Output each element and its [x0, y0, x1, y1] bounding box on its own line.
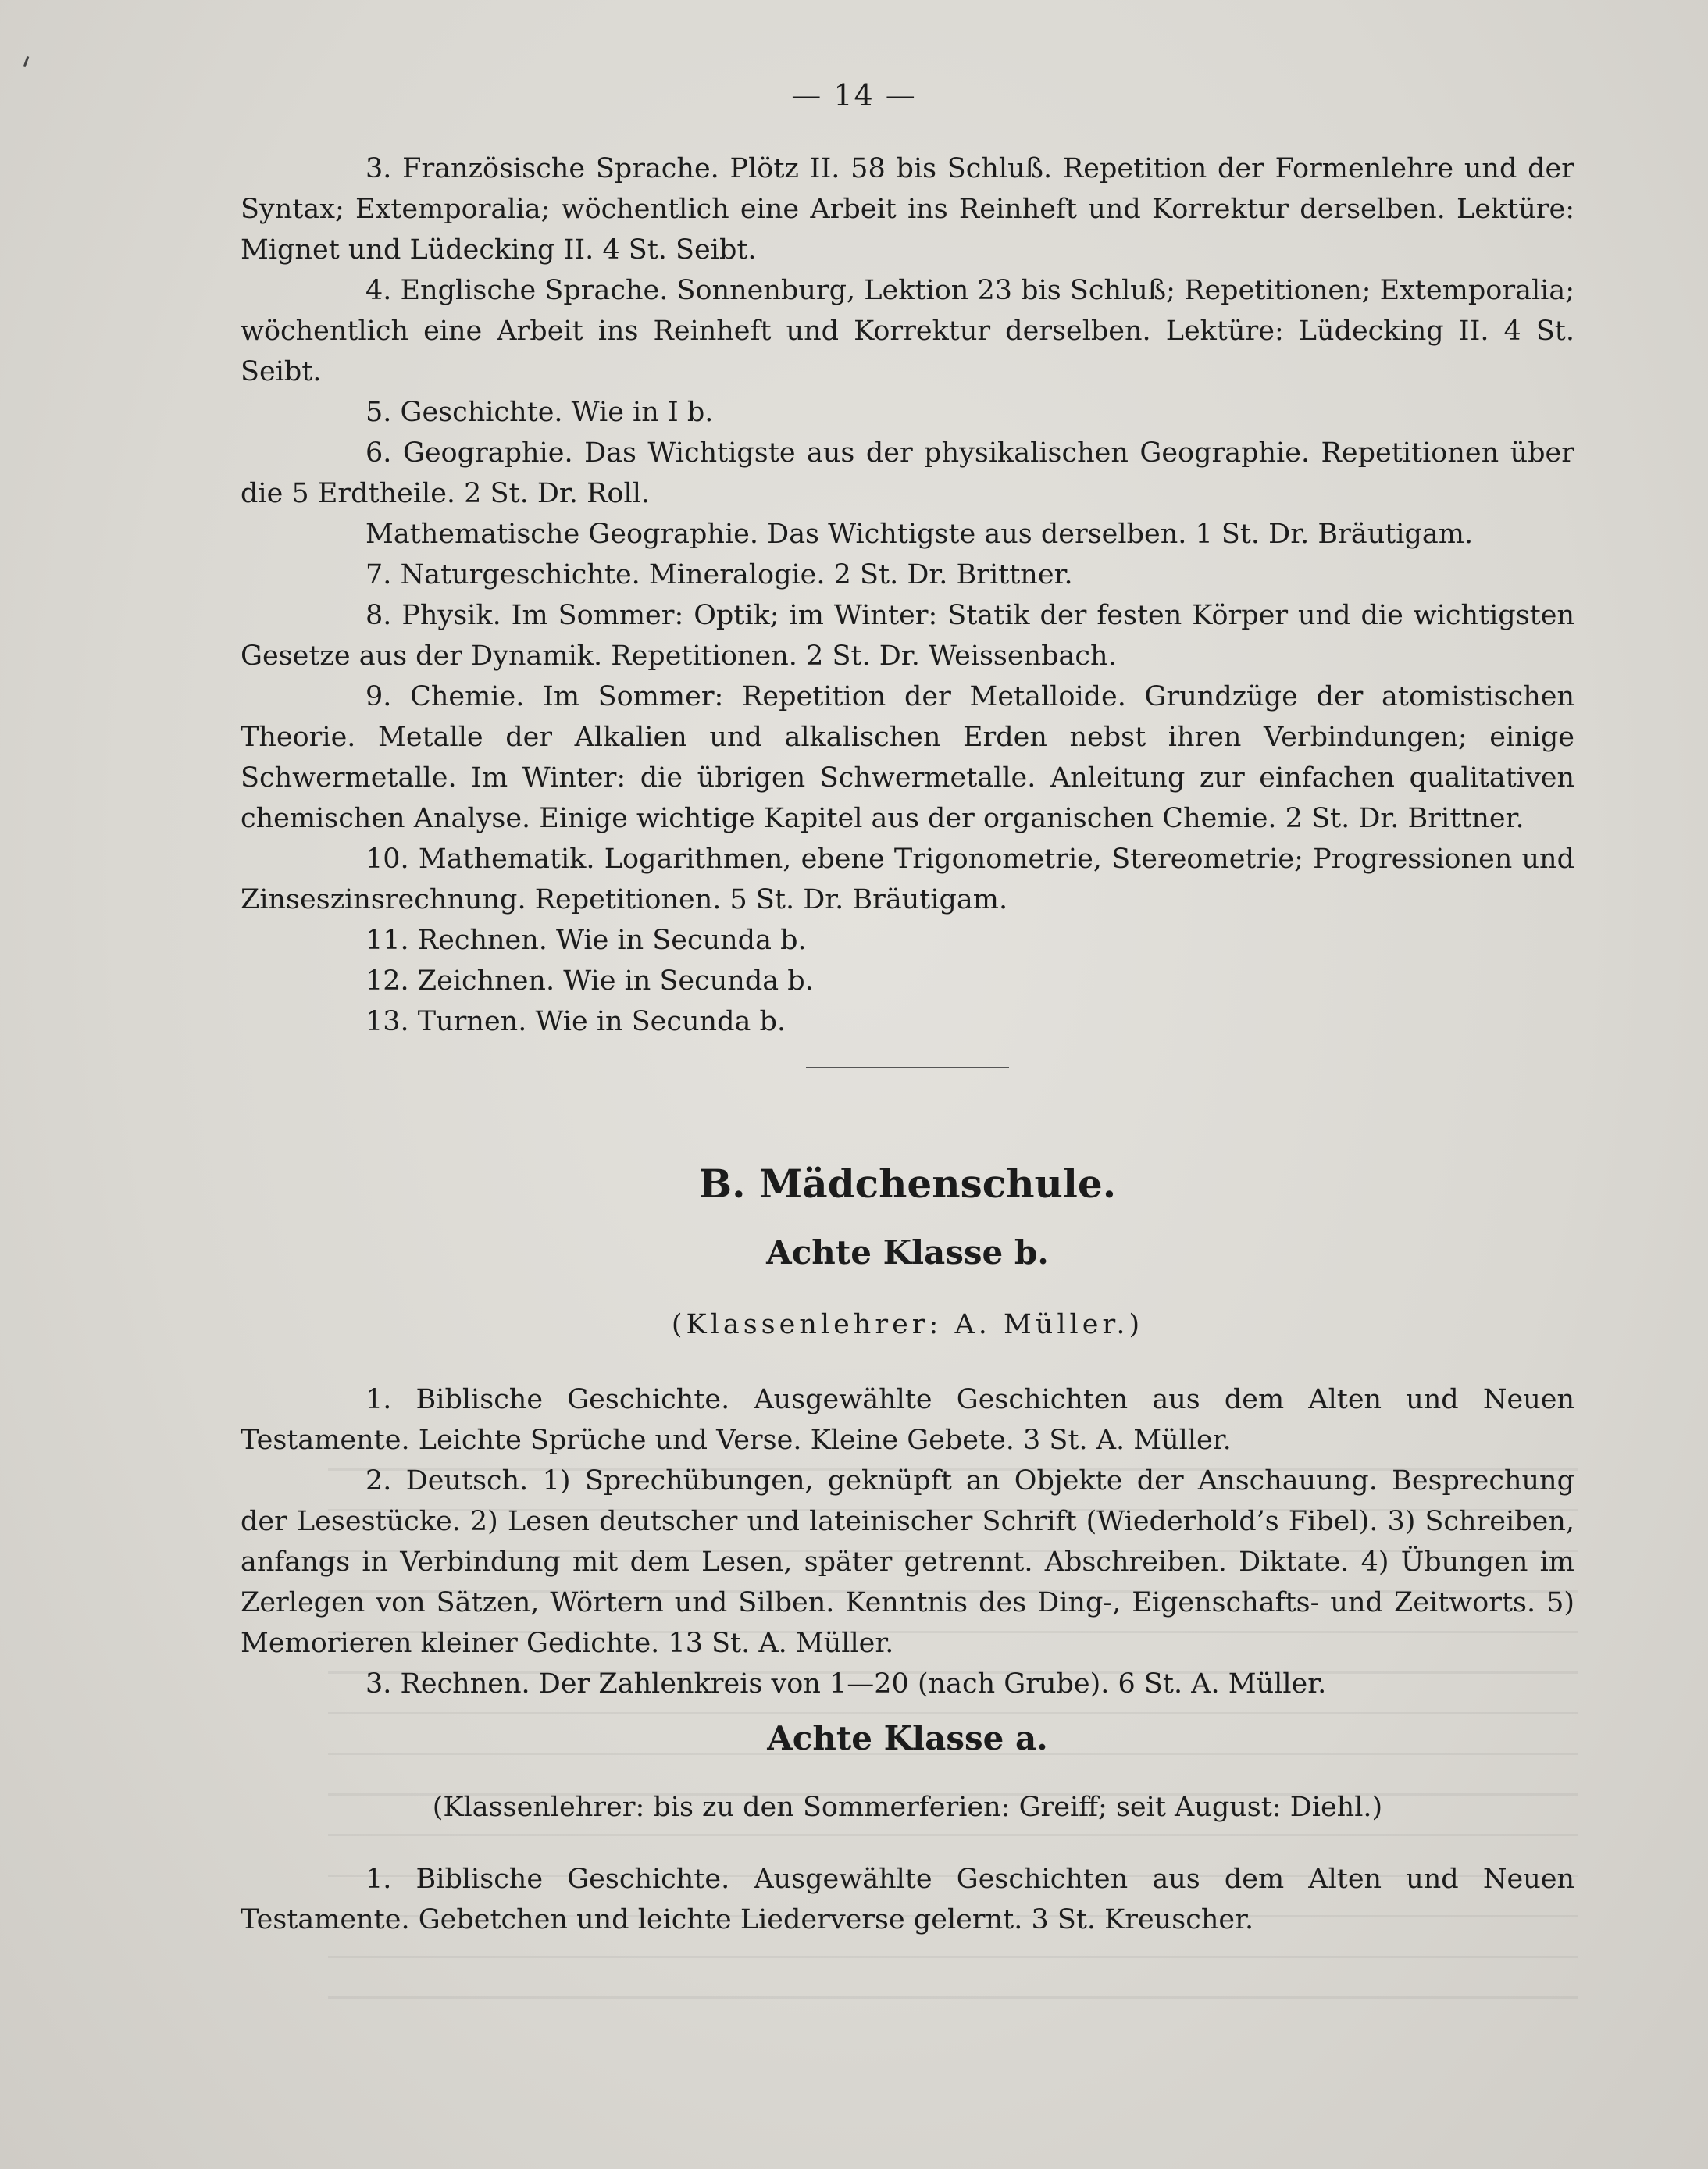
paragraph-drawing: 12. Zeichnen. Wie in Secunda b.	[365, 965, 814, 997]
paragraph-physics: 8. Physik. Im Sommer: Optik; im Winter: Statik der festen Körper und die wichtigsten Gesetze aus der Dynamik. Repetitionen. 2 St. Dr. Weissenbach.	[241, 600, 1574, 672]
section-divider	[806, 1067, 1009, 1068]
paragraph-arithmetic: 11. Rechnen. Wie in Secunda b.	[365, 925, 807, 956]
class-title-b: Achte Klasse b.	[766, 1233, 1049, 1272]
paragraph-french: 3. Französische Sprache. Plötz II. 58 bis Schluß. Repetition der Formenlehre und der Syntax; Extemporalia; wöchentlich eine Arbeit ins Reinheft und Korrektur derselben. Lektüre: Mignet und Lüdecking II. 4 St. Seibt.	[241, 153, 1574, 266]
paragraph-geography: 6. Geographie. Das Wichtigste aus der physikalischen Geographie. Repetitionen über die 5 Erdtheile. 2 St. Dr. Roll.	[241, 437, 1574, 509]
paragraph-arithmetic-b: 3. Rechnen. Der Zahlenkreis von 1—20 (nach Grube). 6 St. A. Müller.	[365, 1668, 1327, 1700]
paragraph-english: 4. Englische Sprache. Sonnenburg, Lektion 23 bis Schluß; Repetitionen; Extemporalia; wöchentlich eine Arbeit ins Reinheft und Korrektur derselben. Lektüre: Lüdecking II. 4 St. Seibt.	[241, 275, 1574, 387]
paragraph-gymnastics: 13. Turnen. Wie in Secunda b.	[365, 1006, 786, 1037]
page-number: — 14 —	[791, 78, 917, 112]
paragraph-biblical-history-a: 1. Biblische Geschichte. Ausgewählte Geschichten aus dem Alten und Neuen Testamente. Gebetchen und leichte Liederverse gelernt. 3 St. Kreuscher.	[241, 1864, 1574, 1935]
class-teacher-b: (Klassenlehrer: A. Müller.)	[671, 1309, 1144, 1340]
paragraph-chemistry: 9. Chemie. Im Sommer: Repetition der Metalloide. Grundzüge der atomistischen Theorie. Metalle der Alkalien und alkalischen Erden nebst ihren Verbindungen; einige Schwermetalle. Im Winter: die übrigen Schwermetalle. Anleitung zur einfachen qualitativen chemischen Analyse. Einige wichtige Kapitel aus der organischen Chemie. 2 St. Dr. Brittner.	[241, 681, 1574, 834]
class-title-a: Achte Klasse a.	[767, 1719, 1048, 1757]
paragraph-natural-history: 7. Naturgeschichte. Mineralogie. 2 St. Dr. Brittner.	[365, 559, 1073, 590]
paragraph-history: 5. Geschichte. Wie in I b.	[365, 397, 714, 428]
section-title: B. Mädchenschule.	[698, 1161, 1117, 1207]
paragraph-biblical-history-b: 1. Biblische Geschichte. Ausgewählte Geschichten aus dem Alten und Neuen Testamente. Leichte Sprüche und Verse. Kleine Gebete. 3 St. A. Müller.	[241, 1384, 1574, 1456]
document-body	[241, 148, 1574, 1940]
paragraph-german-b: 2. Deutsch. 1) Sprechübungen, geknüpft an Objekte der Anschauung. Besprechung der Lesestücke. 2) Lesen deutscher und lateinischer Schrift (Wiederhold’s Fibel). 3) Schreiben, anfangs in Verbindung mit dem Lesen, später getrennt. Abschreiben. Diktate. 4) Übungen im Zerlegen von Sätzen, Wörtern und Silben. Kenntnis des Ding-, Eigenschafts- und Zeitworts. 5) Memorieren kleiner Gedichte. 13 St. A. Müller.	[241, 1465, 1574, 1659]
paragraph-math-geography: Mathematische Geographie. Das Wichtigste aus derselben. 1 St. Dr. Bräutigam.	[365, 519, 1474, 550]
scan-speck	[23, 56, 30, 67]
class-teacher-a: (Klassenlehrer: bis zu den Sommerferien: Greiff; seit August: Diehl.)	[432, 1792, 1383, 1823]
paragraph-mathematics: 10. Mathematik. Logarithmen, ebene Trigonometrie, Stereometrie; Progressionen und Zinseszinsrechnung. Repetitionen. 5 St. Dr. Bräutigam.	[241, 844, 1574, 915]
